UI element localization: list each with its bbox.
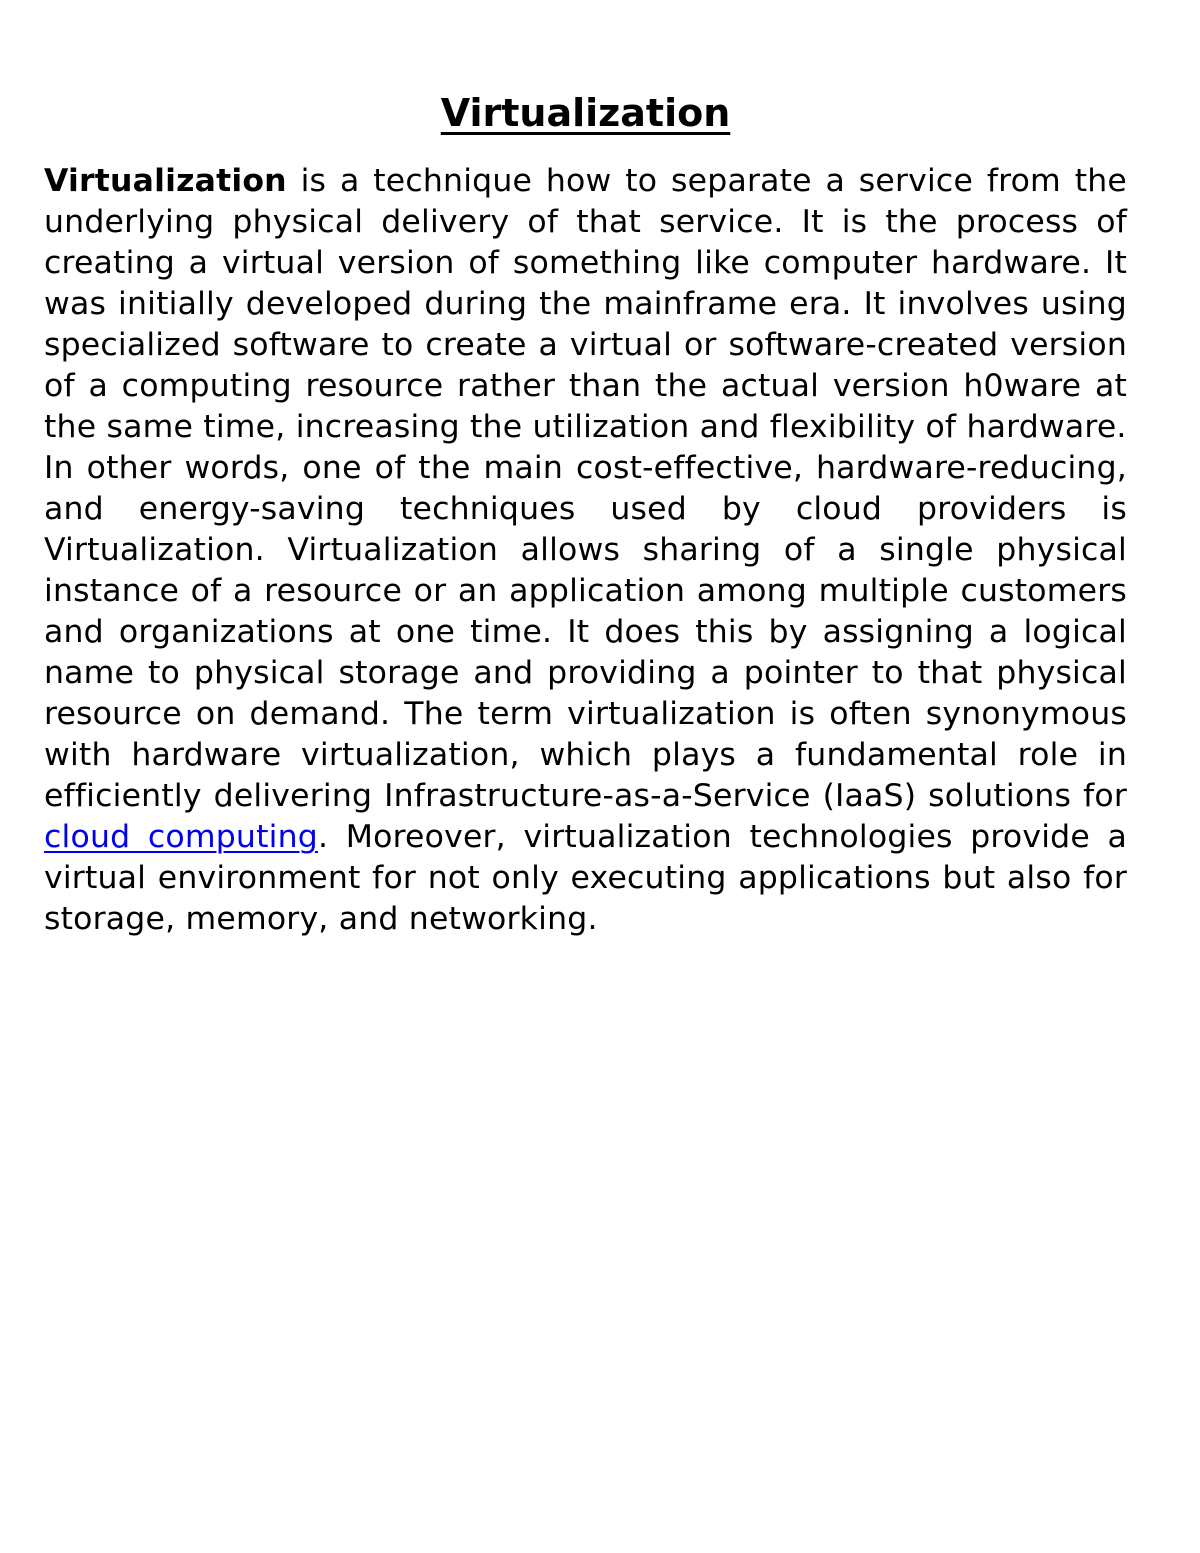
- page-title: Virtualization: [440, 91, 731, 135]
- second-paragraph: [44, 448, 1127, 940]
- lead-term: Virtualization: [44, 163, 287, 199]
- second-text-after-link: . Moreover, virtualization technologies provide a virtual environment for not only executing applications but also for storage, memory, and networking.: [44, 819, 1127, 937]
- cloud-computing-link[interactable]: cloud computing: [44, 819, 318, 855]
- intro-paragraph: [44, 161, 1127, 448]
- document-page: [44, 88, 1127, 940]
- second-text-before-link: In other words, one of the main cost-effective, hardware-reducing, and energy-saving techniques used by cloud providers is Virtualization. Virtualization allows sharing of a single physical instance of a resource or an application among multiple customers and organizations at one time. It does this by assigning a logical name to physical storage and providing a pointer to that physical resource on demand. The term virtualization is often synonymous with hardware virtualization, which plays a fundamental role in efficiently delivering Infrastructure-as-a-Service (IaaS) solutions for: [44, 450, 1127, 814]
- intro-text: is a technique how to separate a service from the underlying physical delivery of that service. It is the process of creating a virtual version of something like computer hardware. It was initially developed during the mainframe era. It involves using specialized software to create a virtual or software-created version of a computing resource rather than the actual version h0ware at the same time, increasing the utilization and flexibility of hardware.: [44, 163, 1127, 445]
